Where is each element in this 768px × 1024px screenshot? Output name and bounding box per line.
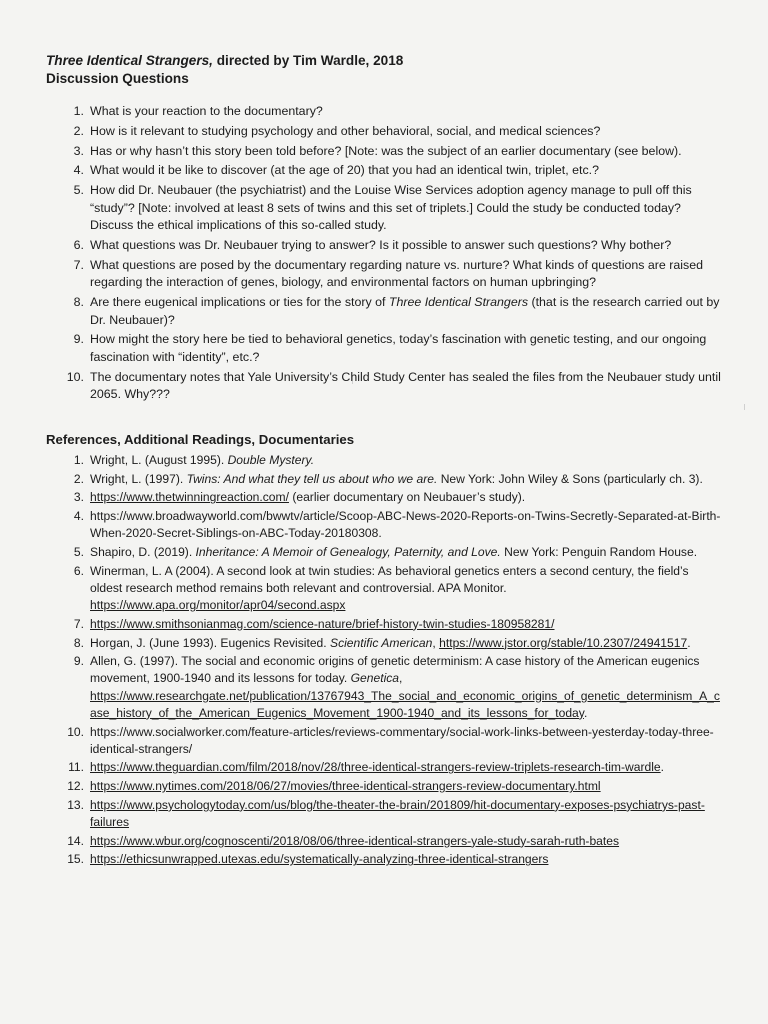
item-text	[90, 332, 706, 364]
text-span: New York: Penguin Random House.	[500, 545, 698, 560]
item-text	[90, 509, 720, 540]
item-number: 2.	[73, 471, 84, 486]
reference-link[interactable]: https://www.smithsonianmag.com/science-nature/brief-history-twin-studies-180958281/	[90, 616, 555, 631]
item-number: 9.	[73, 332, 84, 347]
text-span: New York: John Wiley & Sons (particularly ch. 3).	[437, 471, 703, 486]
text-span: Wright, L. (August 1995).	[90, 453, 228, 467]
reference-item	[60, 851, 724, 868]
question-item	[60, 294, 724, 329]
text-span: How is it relevant to studying psychology and other behavioral, social, and medical sciences?	[90, 123, 601, 138]
document-subtitle: Discussion Questions	[46, 71, 189, 86]
question-item	[60, 182, 724, 235]
text-span: What would it be like to discover (at the age of 20) that you had an identical twin, triplet, etc.?	[90, 163, 599, 178]
italic-title: Double Mystery.	[227, 453, 315, 467]
item-text	[90, 163, 599, 177]
reference-item	[60, 635, 724, 652]
document-header	[46, 52, 403, 88]
reference-item	[60, 778, 724, 795]
text-span: Allen, G. (1997). The social and economic origins of genetic determinism: A case history of the American eugenics movement, 1900-1940 and its lessons for today.	[90, 654, 700, 686]
item-text	[90, 725, 714, 756]
item-text	[90, 636, 691, 650]
text-span: Horgan, J. (June 1993). Eugenics Revisited.	[90, 635, 330, 650]
question-item	[60, 369, 724, 404]
item-text	[90, 104, 323, 118]
item-number: 7.	[73, 257, 84, 272]
reference-item	[60, 489, 724, 506]
item-text	[90, 453, 314, 467]
text-span: Winerman, L. A (2004). A second look at twin studies: As behavioral genetics enters a second century, the field’s oldest research method remains both relevant and controversial. APA Monitor.	[90, 563, 689, 595]
reference-link[interactable]: https://www.apa.org/monitor/apr04/second.aspx	[90, 598, 346, 613]
item-number: 3.	[73, 143, 84, 158]
italic-title: Inheritance: A Memoir of Genealogy, Paternity, and Love.	[195, 545, 501, 560]
item-text	[90, 238, 671, 252]
text-span: Are there eugenical implications or ties for the story of	[90, 295, 389, 310]
italic-title: Scientific American	[330, 635, 433, 650]
references-list	[60, 452, 724, 870]
reference-link[interactable]: https://www.nytimes.com/2018/06/27/movies/three-identical-strangers-review-documentary.html	[90, 779, 601, 794]
text-span: The documentary notes that Yale University’s Child Study Center has sealed the files from the Neubauer study until 2065. Why???	[90, 369, 721, 402]
reference-item	[60, 508, 724, 542]
item-text	[90, 834, 619, 848]
text-span: What is your reaction to the documentary?	[90, 104, 323, 118]
reference-item	[60, 452, 724, 469]
item-number: 10.	[67, 724, 84, 739]
references-heading: References, Additional Readings, Documentaries	[46, 432, 355, 447]
scan-mark	[744, 404, 745, 410]
item-text	[90, 258, 703, 290]
item-number: 13.	[67, 797, 84, 812]
reference-item	[60, 797, 724, 831]
text-span: What questions was Dr. Neubauer trying to answer? Is it possible to answer such questions? Why bother?	[90, 237, 672, 252]
item-number: 8.	[73, 635, 84, 650]
reference-link[interactable]: https://ethicsunwrapped.utexas.edu/systematically-analyzing-three-identical-strangers	[90, 852, 549, 867]
text-span: https://www.socialworker.com/feature-articles/reviews-commentary/social-work-links-between-yesterday-today-three-identical-strangers/	[90, 724, 714, 756]
text-span: ,	[399, 671, 403, 686]
item-number: 4.	[73, 509, 84, 524]
text-span: (that is the research carried out by Dr. Neubauer)?	[90, 295, 720, 327]
item-text	[90, 654, 720, 720]
item-number: 9.	[73, 654, 84, 669]
question-item	[60, 143, 724, 161]
item-number: 10.	[66, 369, 84, 384]
text-span: Shapiro, D. (2019).	[90, 545, 196, 560]
item-number: 6.	[73, 563, 84, 578]
text-span: .	[583, 705, 588, 720]
item-text	[90, 183, 692, 232]
item-number: 3.	[73, 490, 84, 505]
text-span: (earlier documentary on Neubauer’s study).	[288, 490, 526, 505]
film-credit: directed by Tim Wardle, 2018	[212, 53, 404, 68]
text-span: .	[660, 760, 665, 775]
item-number: 1.	[73, 453, 84, 467]
reference-link[interactable]: https://www.thetwinningreaction.com/	[90, 490, 289, 505]
question-item	[60, 162, 724, 180]
item-number: 5.	[73, 545, 84, 560]
reference-link[interactable]: https://www.psychologytoday.com/us/blog/the-theater-the-brain/201809/hit-documentary-exposes-psychiatrys-past-failures	[90, 797, 705, 830]
item-number: 15.	[67, 852, 84, 867]
document-title	[46, 52, 403, 70]
reference-item	[60, 724, 724, 758]
text-span: ,	[432, 635, 440, 650]
reference-item	[60, 544, 724, 561]
reference-item	[60, 563, 724, 615]
text-span: How might the story here be tied to behavioral genetics, today’s fascination with genetic testing, and our ongoing fascination with “identity”, etc.?	[90, 332, 707, 364]
item-text	[90, 779, 601, 793]
item-number: 12.	[67, 779, 84, 794]
item-text	[90, 124, 600, 138]
item-text	[90, 852, 548, 866]
reference-item	[60, 759, 724, 776]
item-text	[90, 370, 721, 402]
item-text	[90, 798, 705, 829]
item-number: 1.	[73, 104, 84, 118]
item-number: 2.	[73, 123, 84, 138]
item-text	[90, 760, 664, 774]
item-number: 7.	[73, 616, 84, 631]
item-number: 4.	[73, 163, 84, 178]
question-item	[60, 237, 724, 255]
item-number: 14.	[67, 833, 84, 848]
reference-link[interactable]: https://www.jstor.org/stable/10.2307/24941517	[439, 635, 688, 650]
reference-link[interactable]: https://www.researchgate.net/publication/13767943_The_social_and_economic_origins_of_genetic_determinism_A_case_history_of_the_American_Eugenics_Movement_1900-1940_and_its_lessons_for_today	[90, 688, 720, 720]
question-item	[60, 257, 724, 292]
reference-item	[60, 471, 724, 488]
item-number: 8.	[73, 295, 84, 310]
text-span: Wright, L. (1997).	[90, 471, 187, 486]
text-span: How did Dr. Neubauer (the psychiatrist) and the Louise Wise Services adoption agency manage to pull off this “study”? [Note: involved at least 8 sets of twins and this set of triplets.] Could the study be conducted today? Discuss the ethical implications of this so-called study.	[90, 183, 692, 233]
reference-link[interactable]: https://www.wbur.org/cognoscenti/2018/08/06/three-identical-strangers-yale-study-sarah-ruth-bates	[90, 833, 620, 848]
question-item	[60, 103, 724, 121]
italic-title: Genetica	[350, 671, 400, 686]
question-item	[60, 123, 724, 141]
item-number: 5.	[73, 183, 84, 198]
discussion-questions-list	[60, 103, 724, 406]
item-text	[90, 545, 697, 559]
question-item	[60, 331, 724, 366]
item-text	[90, 295, 720, 327]
text-span: Has or why hasn’t this story been told before? [Note: was the subject of an earlier documentary (see below).	[90, 143, 682, 158]
item-text	[90, 472, 703, 486]
text-span: .	[687, 635, 691, 650]
reference-item	[60, 833, 724, 850]
item-text	[90, 564, 689, 612]
reference-item	[60, 653, 724, 722]
italic-title: Three Identical Strangers	[388, 295, 529, 310]
reference-item	[60, 616, 724, 633]
text-span: https://www.broadwayworld.com/bwwtv/article/Scoop-ABC-News-2020-Reports-on-Twins-Secretly-Separated-at-Birth-When-2020-Secret-Siblings-on-ABC-Today-20180308.	[90, 509, 721, 541]
item-number: 6.	[73, 237, 84, 252]
item-text	[90, 490, 525, 504]
item-text	[90, 144, 682, 158]
item-number: 11.	[68, 760, 84, 775]
italic-title: Twins: And what they tell us about who we are.	[186, 471, 438, 486]
item-text	[90, 617, 554, 631]
reference-link[interactable]: https://www.theguardian.com/film/2018/nov/28/three-identical-strangers-review-triplets-research-tim-wardle	[90, 760, 661, 775]
text-span: What questions are posed by the documentary regarding nature vs. nurture? What kinds of questions are raised regarding the interaction of genes, biology, and environmental factors on human upbringing?	[90, 257, 703, 290]
film-title: Three Identical Strangers,	[46, 53, 213, 68]
